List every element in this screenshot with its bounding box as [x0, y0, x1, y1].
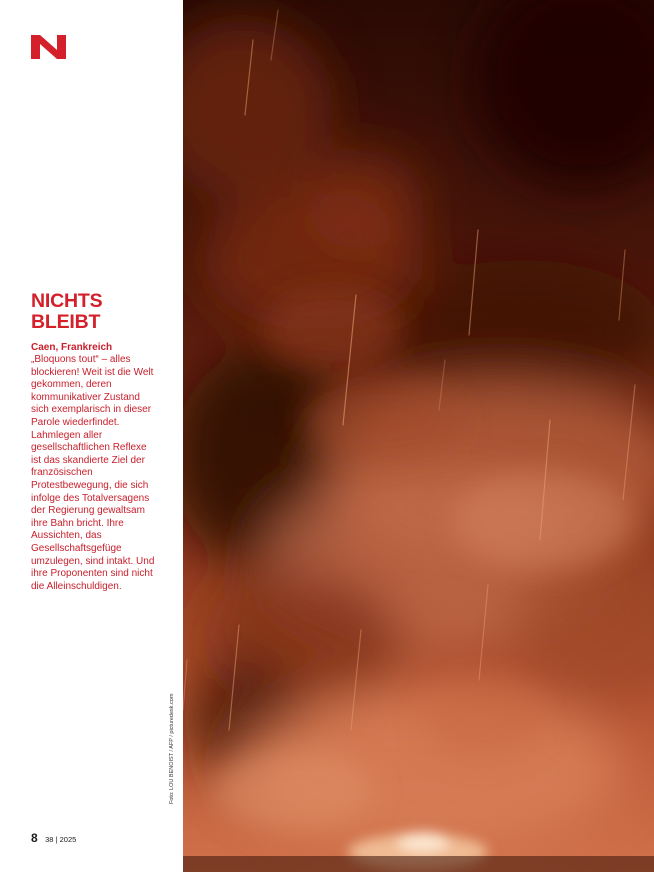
left-text-column: [0, 0, 183, 872]
article-headline: [31, 291, 171, 333]
body-line: umzulegen, sind intakt. Und: [31, 555, 155, 567]
body-line: ist das skandierte Ziel der: [31, 454, 145, 466]
body-line: infolge des Totalversagens: [31, 492, 150, 504]
protest-fire-photo: [183, 0, 654, 872]
body-line: der Regierung gewaltsam: [31, 505, 145, 517]
body-line: die Alleinschuldigen.: [31, 580, 122, 592]
body-line: gekommen, deren: [31, 379, 112, 391]
magazine-logo: [31, 35, 66, 59]
body-line: Protestbewegung, die sich: [31, 479, 149, 491]
article-body: [31, 354, 156, 593]
body-line: Aussichten, das: [31, 530, 102, 542]
body-line: Parole wiederfindet.: [31, 416, 120, 428]
page-footer: [31, 829, 76, 847]
body-line: Lahmlegen aller: [31, 429, 103, 441]
photo-credit: Foto: LOU BENOIST / AFP / picturedesk.com: [169, 693, 175, 804]
article-dateline: Caen, Frankreich: [31, 342, 113, 353]
body-line: sich exemplarisch in dieser: [31, 404, 152, 416]
body-line: ihre Bahn bricht. Ihre: [31, 517, 124, 529]
body-line: kommunikativer Zustand: [31, 391, 140, 403]
body-line: gesellschaftlichen Reflexe: [31, 442, 147, 454]
body-line: blockieren! Weit ist die Welt: [31, 366, 154, 378]
body-line: „Bloquons tout“ – alles: [31, 354, 131, 365]
headline-line: BLEIBT: [31, 311, 101, 333]
body-line: Gesellschaftsgefüge: [31, 542, 122, 554]
body-line: ihre Proponenten sind nicht: [31, 568, 153, 580]
headline-line: NICHTS: [31, 290, 103, 312]
body-line: französischen: [31, 467, 93, 479]
page-number: 8: [31, 831, 38, 845]
issue-number: 38 | 2025: [45, 835, 77, 844]
